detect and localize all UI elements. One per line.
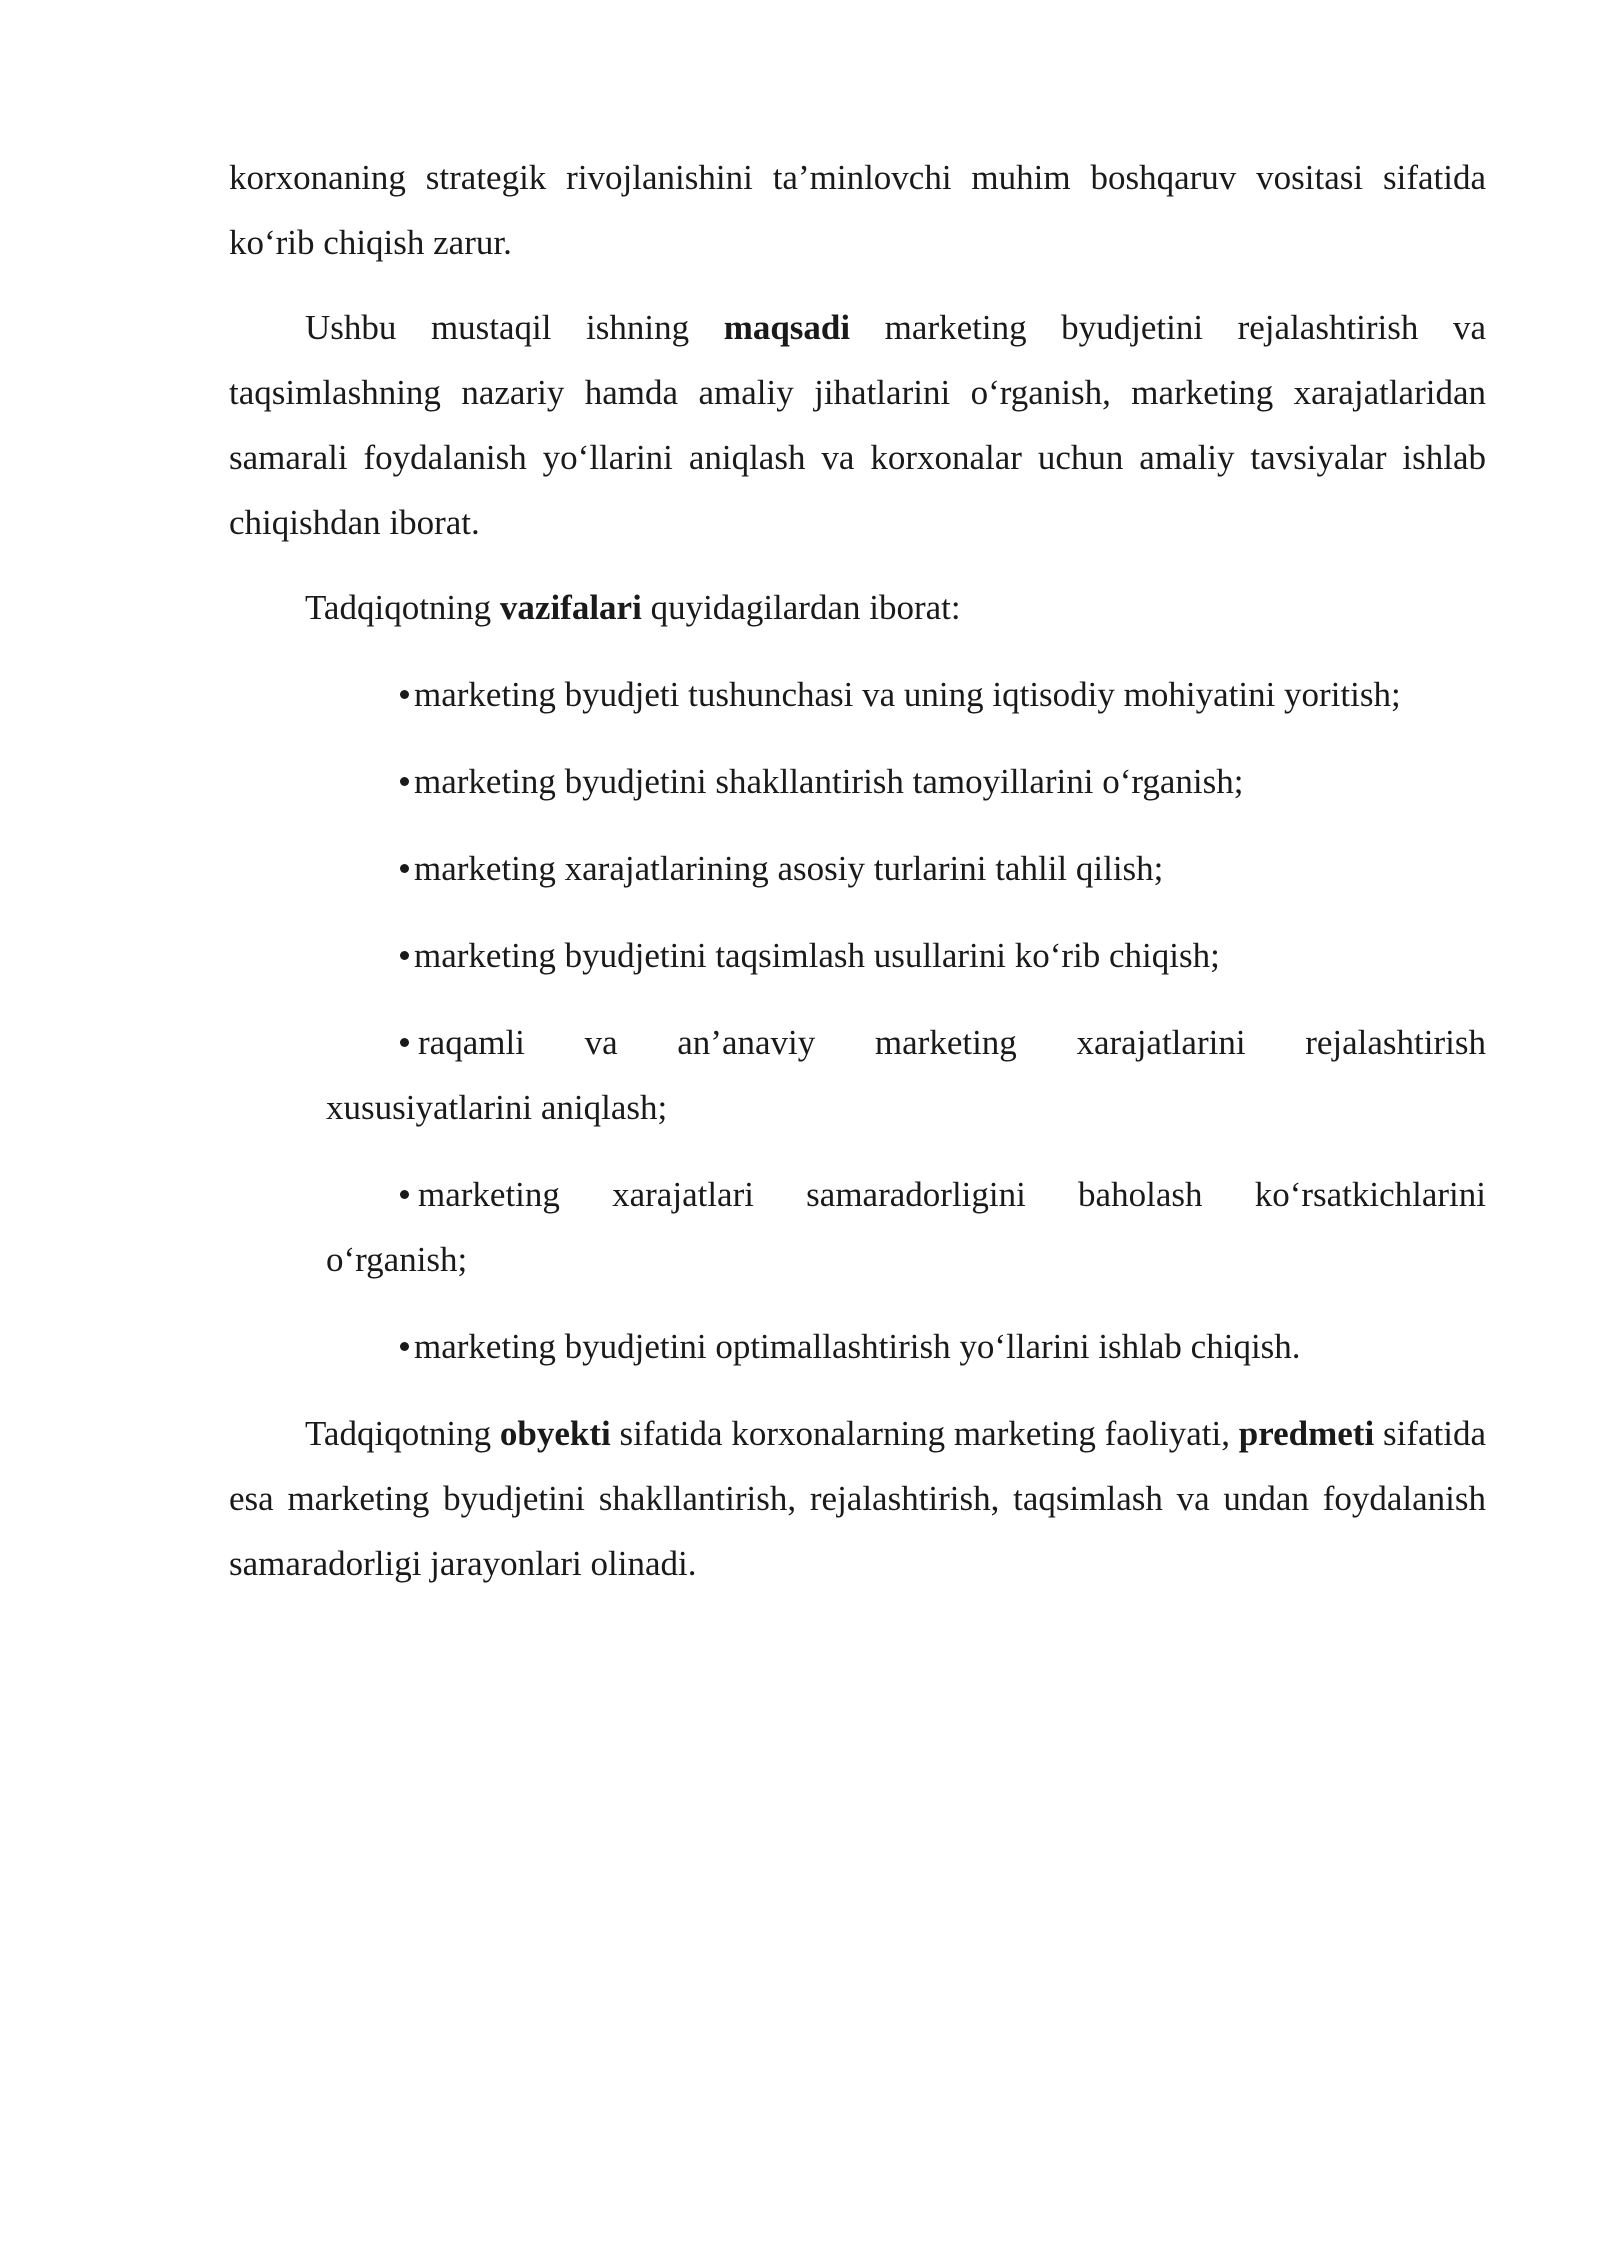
intro-line-2 (229, 210, 1486, 275)
task-item-5-line-1 (418, 1010, 1486, 1075)
task-item-6-line-2 (326, 1227, 467, 1292)
task-text: marketing byudjetini taqsimlash usullarini ko‘rib chiqish; (414, 936, 1220, 975)
task-text: marketing xarajatlari samaradorligini baholash ko‘rsatkichlarini (418, 1175, 1486, 1214)
bullet-icon (400, 951, 409, 960)
intro-text-2: ko‘rib chiqish zarur. (229, 223, 512, 262)
bullet-icon (400, 690, 409, 699)
task-item-1 (400, 662, 1401, 727)
task-text: marketing byudjeti tushunchasi va uning iqtisodiy mohiyatini yoritish; (414, 675, 1401, 714)
bullet-icon (400, 1038, 409, 1047)
tasks-intro-post: quyidagilardan iborat: (641, 588, 961, 627)
subject-keyword: predmeti (1238, 1414, 1375, 1453)
object-text-post: sifatida esa marketing byudjetini shakllantirish, rejalashtirish, taqsimlash va undan foydalanish samaradorligi jarayonlari olinadi. (229, 1414, 1486, 1583)
goal-text-pre: Ushbu mustaqil ishning (305, 308, 724, 347)
goal-text-post: marketing byudjetini rejalashtirish va taqsimlashning nazariy hamda amaliy jihatlarini o‘rganish, marketing xarajatlaridan samarali foydalanish yo‘llarini aniqlash va korxonalar uchun amaliy tavsiyalar ishlab chiqishdan iborat. (229, 308, 1486, 542)
task-item-5-bullet (400, 1010, 414, 1075)
bullet-icon (400, 1190, 409, 1199)
task-item-3 (400, 836, 1163, 901)
intro-text-1: korxonaning strategik rivojlanishini ta’minlovchi muhim boshqaruv vositasi sifatida (229, 158, 1486, 197)
object-text-pre: Tadqiqotning (305, 1414, 500, 1453)
goal-paragraph (229, 295, 1486, 555)
task-item-7 (400, 1314, 1301, 1379)
tasks-intro-pre: Tadqiqotning (305, 588, 500, 627)
task-text: marketing byudjetini shakllantirish tamoyillarini o‘rganish; (414, 762, 1244, 801)
tasks-keyword: vazifalari (499, 588, 642, 627)
object-keyword: obyekti (499, 1414, 611, 1453)
goal-keyword: maqsadi (723, 308, 851, 347)
bullet-icon (400, 1342, 409, 1351)
bullet-icon (400, 777, 409, 786)
task-item-5-line-2 (326, 1075, 667, 1140)
bullet-icon (400, 864, 409, 873)
task-item-6-bullet (400, 1162, 414, 1227)
task-text-continued: xususiyatlarini aniqlash; (326, 1088, 668, 1127)
task-item-2 (400, 749, 1244, 814)
task-item-4 (400, 923, 1220, 988)
task-text: marketing byudjetini optimallashtirish yo‘llarini ishlab chiqish. (414, 1327, 1301, 1366)
object-paragraph (229, 1401, 1486, 1596)
intro-line-1 (229, 145, 1486, 210)
task-text-continued: o‘rganish; (326, 1240, 468, 1279)
tasks-intro-paragraph (229, 575, 1486, 640)
task-text: raqamli va an’anaviy marketing xarajatlarini rejalashtirish (418, 1023, 1486, 1062)
task-item-6-line-1 (418, 1162, 1486, 1227)
object-text-mid: sifatida korxonalarning marketing faoliyati, (610, 1414, 1239, 1453)
task-text: marketing xarajatlarining asosiy turlarini tahlil qilish; (414, 849, 1164, 888)
